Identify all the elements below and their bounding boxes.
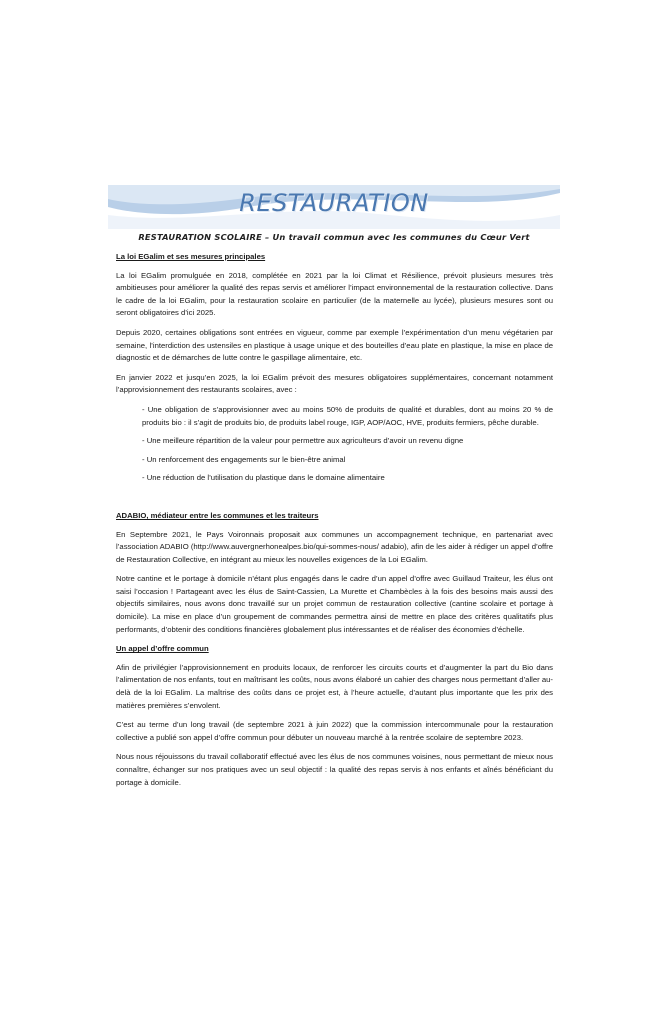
list-item: - Un renforcement des engagements sur le bien-être animal [142, 454, 346, 464]
article-body [116, 251, 553, 796]
paragraph: En janvier 2022 et jusqu’en 2025, la loi EGalim prévoit des mesures obligatoires supplémentaires, concernant notamment l’approvisionnement des restaurants scolaires, avec : [116, 372, 553, 395]
list-item: - Une obligation de s’approvisionner avec au moins 50% de produits de qualité et durables, dont au moins 20 % de produits bio : il s’agit de produits bio, de produits label rouge, IGP, AOP/AOC, HVE, produits fermiers, pêche durable. [142, 404, 553, 427]
section-heading-egalim: La loi EGalim et ses mesures principales [116, 252, 266, 261]
article-subtitle: RESTAURATION SCOLAIRE – Un travail commun avec les communes du Cœur Vert [138, 232, 530, 242]
paragraph: En Septembre 2021, le Pays Voironnais proposait aux communes un accompagnement technique, en partenariat avec l’association ADABIO (http://www.auvergnerhonealpes.bio/qui-sommes-nous/ adabio), afin de les aider à rédiger un appel d’offre de Restauration Collective, en intégrant au mieux les nouvelles exigences de la Loi EGalim. [116, 529, 553, 564]
list-item: - Une meilleure répartition de la valeur pour permettre aux agriculteurs d’avoir un revenu digne [142, 436, 464, 446]
paragraph: C’est au terme d’un long travail (de septembre 2021 à juin 2022) que la commission intercommunale pour la restauration collective a publié son appel d’offre commun pour débuter un nouveau marché à la rentrée scolaire de septembre 2023. [116, 720, 553, 742]
measures-list [142, 404, 553, 485]
paragraph: Nous nous réjouissons du travail collaboratif effectué avec les élus de nos communes voisines, nous permettant de mieux nous connaître, échanger sur nos pratiques avec un seul objectif : la qualité des repas servis à nos enfants et aînés bénéficiant du portage à domicile. [116, 752, 553, 787]
list-item: - Une réduction de l’utilisation du plastique dans le domaine alimentaire [142, 473, 385, 483]
paragraph: La loi EGalim promulguée en 2018, complétée en 2021 par la loi Climat et Résilience, prévoit plusieurs mesures très ambitieuses pour améliorer la qualité des repas servis et améliorer l’impact environnemental de la restauration collective. Dans le cadre de la loi EGalim, pour la restauration scolaire en particulier (de la maternelle au lycée), plusieurs mesures sont ou seront obligatoires d’ici 2025. [116, 270, 553, 318]
paragraph: Depuis 2020, certaines obligations sont entrées en vigueur, comme par exemple l’expérimentation d’un menu végétarien par semaine, l’interdiction des ustensiles en plastique à usage unique et des bouteilles d’eau plate en plastique, la mise en place de diagnostic et de démarches de lutte contre le gaspillage alimentaire, etc. [116, 327, 553, 363]
title-banner [108, 185, 560, 229]
paragraph: Afin de privilégier l’approvisionnement en produits locaux, de renforcer les circuits courts et d’augmenter la part du Bio dans l’alimentation de nos enfants, tout en maîtrisant les coûts, nous avons élaboré un cahier des charges nous permettant d’aller au-delà de la loi EGalim. La maîtrise des coûts dans ce projet est, à l’heure actuelle, d’autant plus importante que les prix des matières premières s’envolent. [116, 662, 553, 710]
section-heading-adabio: ADABIO, médiateur entre les communes et les traiteurs [116, 510, 319, 520]
paragraph: Notre cantine et le portage à domicile n’étant plus engagés dans le cadre d’un appel d’offre avec Guillaud Traiteur, les élus ont saisi l’occasion ! Partageant avec les élus de Saint-Cassien, La Murette et Chambècles à la fois des besoins mais aussi des objectifs similaires, nous avons donc travaillé sur un projet commun de restauration collective (cantine scolaire et portage à domicile). La mise en place d’un groupement de commandes permettra ainsi de mettre en place des critères qualitatifs plus performants, d’obtenir des conditions financières globalement plus intéressantes et de réaliser des économies d’échelle. [116, 574, 553, 634]
banner-title: RESTAURATION [239, 189, 429, 217]
section-heading-appel-offre: Un appel d’offre commun [116, 644, 209, 654]
